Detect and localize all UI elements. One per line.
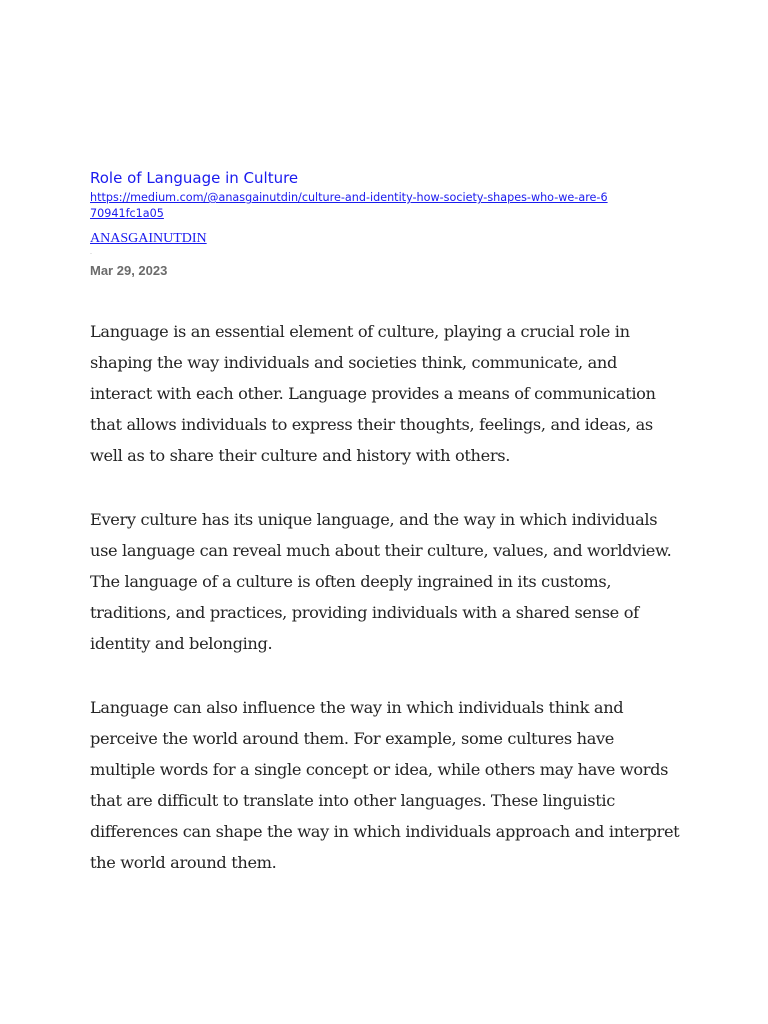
article-url-link[interactable]: https://medium.com/@anasgainutdin/culture-and-identity-how-society-shapes-who-we-are-670941fc1a05	[90, 191, 608, 220]
publish-date: Mar 29, 2023	[90, 263, 168, 278]
article-paragraph: Language can also influence the way in which individuals think and perceive the world around them. For example, some cultures have multiple words for a single concept or idea, while others may have words that are difficult to translate into other languages. These linguistic differences can shape the way in which individuals approach and interpret the world around them.	[90, 698, 680, 872]
author-link[interactable]: ANASGAINUTDIN	[90, 231, 207, 246]
meta-separator: ·	[90, 251, 92, 257]
article-paragraph: Every culture has its unique language, and the way in which individuals use language can reveal much about their culture, values, and worldview. The language of a culture is often deeply ingrained in its customs, traditions, and practices, providing individuals with a shared sense of identity and belonging.	[90, 510, 672, 653]
article-paragraph: Language is an essential element of culture, playing a crucial role in shaping the way individuals and societies think, communicate, and interact with each other. Language provides a means of communication that allows individuals to express their thoughts, feelings, and ideas, as well as to share their culture and history with others.	[90, 322, 656, 465]
article	[90, 168, 680, 878]
article-title-link[interactable]: Role of Language in Culture	[90, 169, 299, 187]
